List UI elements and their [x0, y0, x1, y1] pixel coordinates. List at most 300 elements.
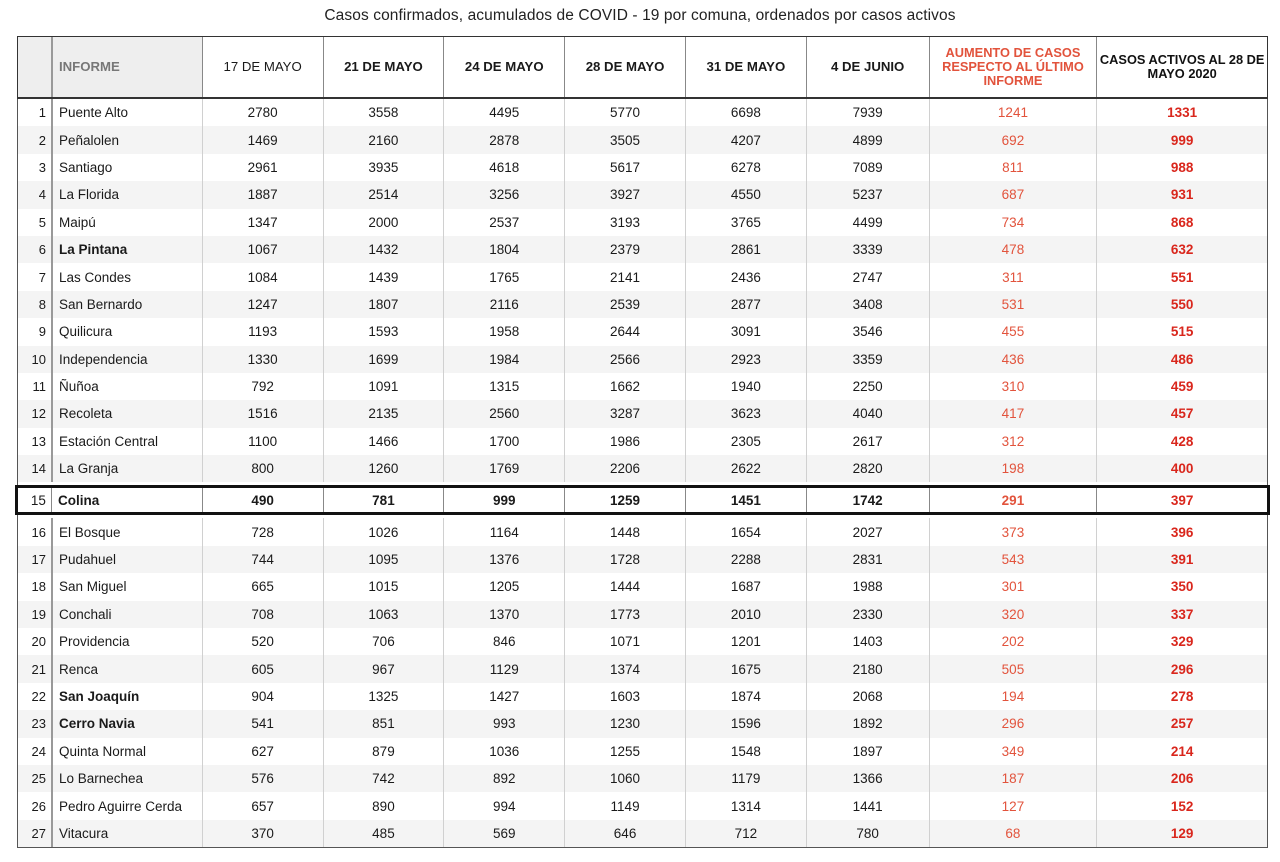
row-17-mayo: 1347: [202, 209, 323, 236]
row-4-junio: 1441: [806, 792, 929, 819]
rows-top: [18, 99, 1267, 482]
row-aumento: 478: [929, 236, 1097, 263]
row-aumento: 373: [929, 518, 1097, 545]
table-row: [18, 318, 1267, 345]
row-17-mayo: 1247: [202, 291, 323, 318]
row-4-junio: 2747: [806, 263, 929, 290]
row-17-mayo: 576: [202, 765, 323, 792]
row-aumento: 198: [929, 455, 1097, 482]
row-activos: 515: [1096, 318, 1267, 345]
row-activos: 350: [1096, 573, 1267, 600]
row-17-mayo: 490: [202, 488, 323, 512]
row-17-mayo: 370: [202, 820, 323, 847]
row-index: 21: [31, 661, 46, 677]
covid-table: [17, 36, 1268, 848]
row-17-mayo: 627: [202, 738, 323, 765]
row-aumento: 68: [929, 820, 1097, 847]
table-row: [18, 154, 1267, 181]
row-28-mayo: 2566: [564, 346, 685, 373]
row-24-mayo: 1205: [443, 573, 564, 600]
row-comuna: Pedro Aguirre Cerda: [51, 792, 202, 819]
row-aumento: 505: [929, 655, 1097, 682]
row-4-junio: 5237: [806, 181, 929, 208]
row-4-junio: 2831: [806, 546, 929, 573]
row-activos: 457: [1096, 400, 1267, 427]
row-24-mayo: 1958: [443, 318, 564, 345]
row-17-mayo: 708: [202, 601, 323, 628]
row-aumento: 296: [929, 710, 1097, 737]
row-comuna: San Bernardo: [51, 291, 202, 318]
row-aumento: 310: [929, 373, 1097, 400]
row-28-mayo: 1728: [564, 546, 685, 573]
row-index: 22: [31, 689, 46, 704]
row-24-mayo: 1036: [443, 738, 564, 765]
row-21-mayo: 1807: [323, 291, 444, 318]
row-17-mayo: 2780: [202, 99, 323, 126]
row-index: 27: [31, 825, 46, 841]
row-comuna: Peñalolen: [51, 126, 202, 153]
table-row: [18, 373, 1267, 400]
table-row: [18, 126, 1267, 153]
row-activos: 551: [1096, 263, 1267, 290]
row-17-mayo: 1516: [202, 400, 323, 427]
row-activos: 428: [1096, 428, 1267, 455]
row-4-junio: 1897: [806, 738, 929, 765]
row-28-mayo: 3505: [564, 126, 685, 153]
row-comuna: Puente Alto: [51, 99, 202, 126]
row-comuna: Quilicura: [51, 318, 202, 345]
row-31-mayo: 1675: [685, 655, 806, 682]
row-24-mayo: 4495: [443, 99, 564, 126]
page-title: Casos confirmados, acumulados de COVID - 19 por comuna, ordenados por casos activos: [324, 7, 956, 24]
row-31-mayo: 2923: [685, 346, 806, 373]
row-24-mayo: 1984: [443, 346, 564, 373]
row-comuna: Providencia: [51, 628, 202, 655]
row-aumento: 301: [929, 573, 1097, 600]
row-28-mayo: 2206: [564, 455, 685, 482]
row-28-mayo: 5770: [564, 99, 685, 126]
row-index: 17: [31, 552, 46, 568]
row-activos: 397: [1096, 488, 1267, 512]
row-comuna: San Miguel: [51, 573, 202, 600]
row-24-mayo: 994: [443, 792, 564, 819]
row-21-mayo: 485: [323, 820, 444, 847]
row-21-mayo: 1260: [323, 455, 444, 482]
row-31-mayo: 1940: [685, 373, 806, 400]
row-28-mayo: 1071: [564, 628, 685, 655]
row-28-mayo: 646: [564, 820, 685, 847]
row-4-junio: 3546: [806, 318, 929, 345]
row-comuna: La Pintana: [51, 236, 202, 263]
row-4-junio: 7089: [806, 154, 929, 181]
row-4-junio: 2180: [806, 655, 929, 682]
row-21-mayo: 2000: [323, 209, 444, 236]
row-28-mayo: 1060: [564, 765, 685, 792]
table-row: [18, 683, 1267, 710]
table-row: [18, 655, 1267, 682]
row-4-junio: 1988: [806, 573, 929, 600]
row-24-mayo: 4618: [443, 154, 564, 181]
row-activos: 486: [1096, 346, 1267, 373]
row-24-mayo: 999: [443, 488, 564, 512]
table-row-highlighted: [15, 485, 1270, 515]
header-24-mayo: 24 DE MAYO: [443, 37, 564, 97]
table-row: [18, 518, 1267, 545]
row-activos: 206: [1096, 765, 1267, 792]
row-17-mayo: 520: [202, 628, 323, 655]
row-31-mayo: 2877: [685, 291, 806, 318]
row-28-mayo: 3193: [564, 209, 685, 236]
row-21-mayo: 851: [323, 710, 444, 737]
row-17-mayo: 1330: [202, 346, 323, 373]
row-index: 19: [31, 606, 46, 622]
row-activos: 396: [1096, 518, 1267, 545]
row-comuna: San Joaquín: [51, 683, 202, 710]
row-activos: 931: [1096, 181, 1267, 208]
row-comuna: Pudahuel: [51, 546, 202, 573]
row-17-mayo: 1887: [202, 181, 323, 208]
row-31-mayo: 712: [685, 820, 806, 847]
table-row: [18, 455, 1267, 482]
row-aumento: 531: [929, 291, 1097, 318]
row-28-mayo: 2644: [564, 318, 685, 345]
row-activos: 129: [1096, 820, 1267, 847]
row-31-mayo: 2436: [685, 263, 806, 290]
row-28-mayo: 2141: [564, 263, 685, 290]
table-row: [18, 209, 1267, 236]
row-28-mayo: 1603: [564, 683, 685, 710]
table-row: [18, 428, 1267, 455]
row-index: 1: [38, 105, 46, 121]
header-activos: CASOS ACTIVOS AL 28 DE MAYO 2020: [1096, 37, 1267, 97]
row-21-mayo: 967: [323, 655, 444, 682]
row-index: 23: [31, 716, 46, 732]
row-31-mayo: 1874: [685, 683, 806, 710]
row-21-mayo: 3935: [323, 154, 444, 181]
row-21-mayo: 1439: [323, 263, 444, 290]
row-24-mayo: 2116: [443, 291, 564, 318]
row-21-mayo: 781: [323, 488, 444, 512]
row-index: 10: [31, 351, 46, 367]
row-21-mayo: 1466: [323, 428, 444, 455]
row-index: 18: [31, 579, 46, 595]
row-aumento: 455: [929, 318, 1097, 345]
row-comuna: Conchali: [51, 601, 202, 628]
row-31-mayo: 2288: [685, 546, 806, 573]
row-aumento: 417: [929, 400, 1097, 427]
row-4-junio: 4899: [806, 126, 929, 153]
row-index: 11: [32, 379, 46, 395]
row-index: 2: [38, 132, 46, 148]
row-index: 24: [31, 743, 46, 759]
row-31-mayo: 1687: [685, 573, 806, 600]
row-index: 25: [31, 771, 46, 787]
row-comuna: Lo Barnechea: [51, 765, 202, 792]
row-31-mayo: 1548: [685, 738, 806, 765]
table-row: [18, 546, 1267, 573]
row-4-junio: 3408: [806, 291, 929, 318]
row-28-mayo: 2539: [564, 291, 685, 318]
row-4-junio: 2027: [806, 518, 929, 545]
row-31-mayo: 1596: [685, 710, 806, 737]
row-17-mayo: 541: [202, 710, 323, 737]
row-28-mayo: 1773: [564, 601, 685, 628]
row-4-junio: 1366: [806, 765, 929, 792]
row-17-mayo: 904: [202, 683, 323, 710]
row-17-mayo: 605: [202, 655, 323, 682]
table-row: [18, 710, 1267, 737]
row-aumento: 687: [929, 181, 1097, 208]
row-comuna: Renca: [51, 655, 202, 682]
table-row: [18, 573, 1267, 600]
row-aumento: 311: [929, 263, 1097, 290]
table-row: [18, 400, 1267, 427]
row-24-mayo: 2537: [443, 209, 564, 236]
row-4-junio: 2330: [806, 601, 929, 628]
table-row: [18, 765, 1267, 792]
row-activos: 1331: [1096, 99, 1267, 126]
row-28-mayo: 3287: [564, 400, 685, 427]
row-aumento: 811: [929, 154, 1097, 181]
row-comuna: Las Condes: [51, 263, 202, 290]
row-4-junio: 3359: [806, 346, 929, 373]
row-28-mayo: 1374: [564, 655, 685, 682]
header-28-mayo: 28 DE MAYO: [564, 37, 685, 97]
row-21-mayo: 2135: [323, 400, 444, 427]
row-activos: 391: [1096, 546, 1267, 573]
row-21-mayo: 879: [323, 738, 444, 765]
row-31-mayo: 1451: [685, 488, 806, 512]
table-row: [18, 346, 1267, 373]
row-activos: 278: [1096, 683, 1267, 710]
row-comuna: Ñuñoa: [51, 373, 202, 400]
table-row: [18, 628, 1267, 655]
row-activos: 214: [1096, 738, 1267, 765]
row-4-junio: 1742: [806, 488, 929, 512]
row-comuna: La Florida: [51, 181, 202, 208]
row-activos: 988: [1096, 154, 1267, 181]
table-row: [18, 601, 1267, 628]
row-4-junio: 1892: [806, 710, 929, 737]
row-aumento: 187: [929, 765, 1097, 792]
row-comuna: El Bosque: [51, 518, 202, 545]
row-index: 9: [38, 324, 46, 340]
row-4-junio: 780: [806, 820, 929, 847]
row-index: 16: [31, 524, 46, 540]
row-activos: 868: [1096, 209, 1267, 236]
row-28-mayo: 1149: [564, 792, 685, 819]
row-comuna: Vitacura: [51, 820, 202, 847]
row-index: 3: [38, 159, 46, 175]
row-21-mayo: 1432: [323, 236, 444, 263]
row-index: 4: [38, 187, 46, 203]
row-index: 15: [30, 492, 46, 508]
row-21-mayo: 706: [323, 628, 444, 655]
header-17-mayo: 17 DE MAYO: [202, 37, 323, 97]
row-21-mayo: 1325: [323, 683, 444, 710]
row-aumento: 734: [929, 209, 1097, 236]
header-aumento: AUMENTO DE CASOS RESPECTO AL ÚLTIMO INFORME: [929, 37, 1097, 97]
row-comuna: Santiago: [51, 154, 202, 181]
row-index: 14: [31, 461, 46, 477]
table-header: [17, 36, 1268, 99]
row-24-mayo: 892: [443, 765, 564, 792]
row-31-mayo: 1654: [685, 518, 806, 545]
row-21-mayo: 3558: [323, 99, 444, 126]
row-activos: 329: [1096, 628, 1267, 655]
row-aumento: 349: [929, 738, 1097, 765]
row-comuna: Estación Central: [51, 428, 202, 455]
row-28-mayo: 2379: [564, 236, 685, 263]
header-21-mayo: 21 DE MAYO: [323, 37, 444, 97]
row-index: 7: [38, 269, 46, 285]
row-31-mayo: 3091: [685, 318, 806, 345]
row-28-mayo: 5617: [564, 154, 685, 181]
row-activos: 400: [1096, 455, 1267, 482]
table-row: [18, 291, 1267, 318]
row-aumento: 202: [929, 628, 1097, 655]
row-24-mayo: 1370: [443, 601, 564, 628]
row-activos: 550: [1096, 291, 1267, 318]
row-17-mayo: 744: [202, 546, 323, 573]
row-comuna: La Granja: [51, 455, 202, 482]
table-row: [18, 792, 1267, 819]
row-24-mayo: 1765: [443, 263, 564, 290]
row-17-mayo: 1100: [202, 428, 323, 455]
row-activos: 337: [1096, 601, 1267, 628]
row-aumento: 127: [929, 792, 1097, 819]
row-31-mayo: 2010: [685, 601, 806, 628]
row-4-junio: 7939: [806, 99, 929, 126]
row-activos: 296: [1096, 655, 1267, 682]
row-21-mayo: 1026: [323, 518, 444, 545]
row-aumento: 194: [929, 683, 1097, 710]
row-24-mayo: 3256: [443, 181, 564, 208]
row-4-junio: 2617: [806, 428, 929, 455]
table-row: [18, 738, 1267, 765]
row-aumento: 436: [929, 346, 1097, 373]
row-comuna: Colina: [51, 488, 202, 512]
table-row: [18, 181, 1267, 208]
row-aumento: 1241: [929, 99, 1097, 126]
row-4-junio: 2250: [806, 373, 929, 400]
header-4-junio: 4 DE JUNIO: [806, 37, 929, 97]
table-body: [17, 99, 1268, 848]
row-24-mayo: 1376: [443, 546, 564, 573]
row-aumento: 692: [929, 126, 1097, 153]
row-17-mayo: 792: [202, 373, 323, 400]
row-4-junio: 1403: [806, 628, 929, 655]
row-24-mayo: 1427: [443, 683, 564, 710]
row-4-junio: 4499: [806, 209, 929, 236]
row-24-mayo: 846: [443, 628, 564, 655]
table-row: [18, 99, 1267, 126]
row-31-mayo: 1314: [685, 792, 806, 819]
row-31-mayo: 3623: [685, 400, 806, 427]
row-index: 5: [38, 214, 46, 230]
row-17-mayo: 1067: [202, 236, 323, 263]
row-17-mayo: 1193: [202, 318, 323, 345]
row-17-mayo: 1084: [202, 263, 323, 290]
row-activos: 152: [1096, 792, 1267, 819]
row-24-mayo: 1769: [443, 455, 564, 482]
row-17-mayo: 800: [202, 455, 323, 482]
row-4-junio: 4040: [806, 400, 929, 427]
row-activos: 257: [1096, 710, 1267, 737]
row-4-junio: 2820: [806, 455, 929, 482]
row-comuna: Independencia: [51, 346, 202, 373]
row-24-mayo: 1129: [443, 655, 564, 682]
row-index: 6: [38, 242, 46, 258]
row-28-mayo: 1230: [564, 710, 685, 737]
row-31-mayo: 2622: [685, 455, 806, 482]
row-21-mayo: 2514: [323, 181, 444, 208]
row-4-junio: 3339: [806, 236, 929, 263]
row-28-mayo: 1662: [564, 373, 685, 400]
row-comuna: Recoleta: [51, 400, 202, 427]
row-31-mayo: 2305: [685, 428, 806, 455]
row-28-mayo: 3927: [564, 181, 685, 208]
row-17-mayo: 728: [202, 518, 323, 545]
row-index: 8: [38, 296, 46, 312]
row-21-mayo: 1015: [323, 573, 444, 600]
row-comuna: Maipú: [51, 209, 202, 236]
row-4-junio: 2068: [806, 683, 929, 710]
row-28-mayo: 1255: [564, 738, 685, 765]
row-31-mayo: 1201: [685, 628, 806, 655]
row-21-mayo: 890: [323, 792, 444, 819]
row-24-mayo: 993: [443, 710, 564, 737]
row-index: 13: [31, 433, 46, 449]
row-21-mayo: 1593: [323, 318, 444, 345]
row-17-mayo: 665: [202, 573, 323, 600]
row-21-mayo: 1095: [323, 546, 444, 573]
row-24-mayo: 1315: [443, 373, 564, 400]
table-row: [18, 263, 1267, 290]
row-21-mayo: 1091: [323, 373, 444, 400]
row-comuna: Cerro Navia: [51, 710, 202, 737]
row-index: 26: [31, 798, 46, 814]
row-aumento: 320: [929, 601, 1097, 628]
table-row: [18, 820, 1267, 847]
row-activos: 459: [1096, 373, 1267, 400]
row-17-mayo: 2961: [202, 154, 323, 181]
row-activos: 632: [1096, 236, 1267, 263]
row-aumento: 312: [929, 428, 1097, 455]
row-aumento: 543: [929, 546, 1097, 573]
row-comuna: Quinta Normal: [51, 738, 202, 765]
row-28-mayo: 1986: [564, 428, 685, 455]
row-31-mayo: 4207: [685, 126, 806, 153]
row-28-mayo: 1448: [564, 518, 685, 545]
row-17-mayo: 657: [202, 792, 323, 819]
row-21-mayo: 2160: [323, 126, 444, 153]
row-24-mayo: 2878: [443, 126, 564, 153]
row-24-mayo: 1700: [443, 428, 564, 455]
header-index: [18, 37, 51, 97]
row-31-mayo: 3765: [685, 209, 806, 236]
row-31-mayo: 4550: [685, 181, 806, 208]
table-row: [18, 236, 1267, 263]
row-aumento: 291: [929, 488, 1097, 512]
header-31-mayo: 31 DE MAYO: [685, 37, 806, 97]
row-31-mayo: 6698: [685, 99, 806, 126]
row-21-mayo: 742: [323, 765, 444, 792]
row-24-mayo: 1164: [443, 518, 564, 545]
row-21-mayo: 1699: [323, 346, 444, 373]
row-31-mayo: 2861: [685, 236, 806, 263]
row-index: 20: [31, 634, 46, 650]
